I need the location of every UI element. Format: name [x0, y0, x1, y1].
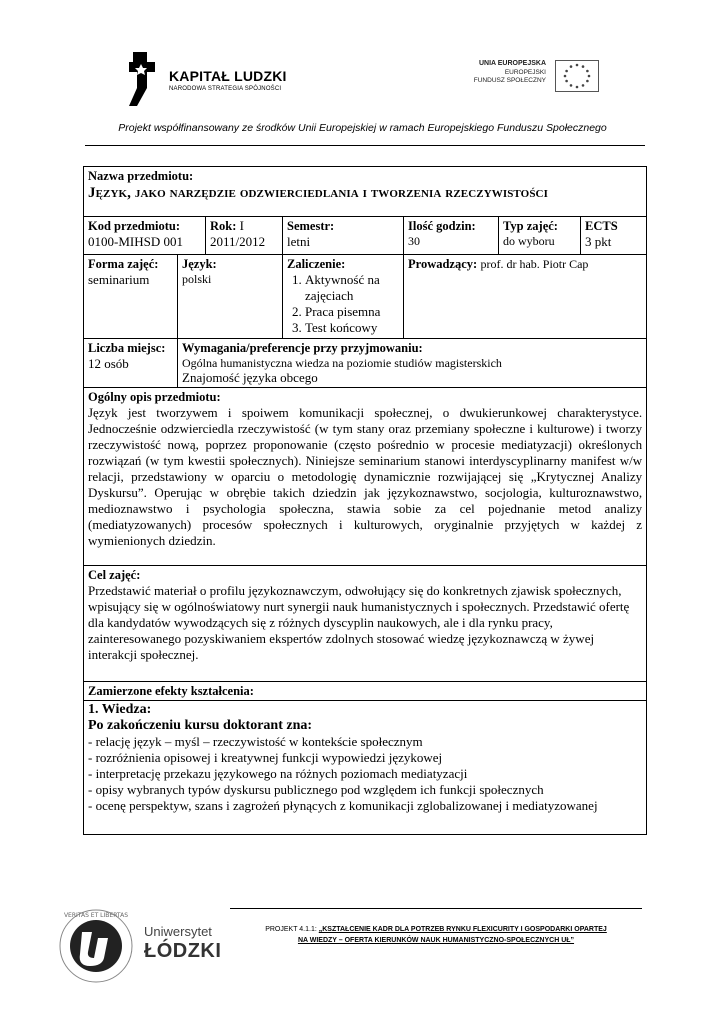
uni-lodz-seal-icon — [58, 908, 134, 984]
course-desc-cell — [84, 388, 647, 566]
knowledge-intro: Po zakończeniu kursu doktorant zna: — [88, 718, 313, 733]
knowledge-item: - opisy wybranych typów dyskursu publicznego pod względem ich funkcji społecznych — [88, 782, 544, 797]
course-name-label: Nazwa przedmiotu: — [88, 169, 194, 183]
course-semester-value: letni — [287, 234, 311, 249]
course-places-cell — [84, 339, 178, 388]
course-hours-value: 30 — [408, 234, 420, 248]
credit-item: 2. Praca pisemna — [305, 304, 399, 320]
course-form-cell — [84, 255, 178, 339]
course-goal-cell — [84, 566, 647, 682]
course-code-label: Kod przedmiotu: — [88, 219, 181, 233]
svg-text:VERITAS ET LIBERTAS: VERITAS ET LIBERTAS — [63, 912, 129, 919]
credit-item: 3. Test końcowy — [305, 320, 399, 336]
course-code-value: 0100-MIHSD 001 — [88, 234, 183, 249]
project-prefix: PROJEKT 4.1.1: — [265, 926, 319, 933]
course-type-label: Typ zajęć: — [503, 219, 558, 233]
course-name-cell — [84, 167, 647, 217]
uni-lodz-logo — [58, 906, 228, 986]
course-name-value: Język, jako narzędzie odzwierciedlania i tworzenia rzeczywistości — [88, 185, 548, 201]
course-semester-cell — [283, 217, 404, 255]
course-lecturer-label: Prowadzący: — [408, 257, 478, 271]
course-form-value: seminarium — [88, 272, 150, 287]
course-goal-label: Cel zajęć: — [88, 568, 141, 582]
course-req-label: Wymagania/preferencje przy przyjmowaniu: — [182, 341, 423, 355]
course-places-value: 12 osób — [88, 356, 129, 371]
knowledge-item: - interpretację przekazu językowego na różnych poziomach mediatyzacji — [88, 766, 468, 781]
course-lang-cell — [178, 255, 283, 339]
course-credit-label: Zaliczenie: — [287, 257, 346, 271]
course-academic-year: 2011/2012 — [210, 234, 266, 249]
cofinance-note: Projekt współfinansowany ze środków Unii Europejskiej w ramach Europejskiego Funduszu Społecznego — [118, 122, 607, 134]
project-note — [230, 924, 642, 946]
kapital-ludzki-emblem-icon — [125, 48, 161, 110]
course-ects-label: ECTS — [585, 219, 618, 233]
eu-logo-text — [452, 60, 546, 86]
course-year-cell — [206, 217, 283, 255]
course-desc-label: Ogólny opis przedmiotu: — [88, 390, 221, 404]
course-ects-cell — [581, 217, 647, 255]
knowledge-item: - relację język – myśl – rzeczywistość w kontekście społecznym — [88, 734, 423, 749]
kapital-ludzki-logo — [125, 48, 295, 110]
course-knowledge-cell — [84, 701, 647, 835]
eu-stars-flag-icon — [555, 60, 599, 92]
knowledge-list — [88, 734, 642, 814]
course-hours-cell — [404, 217, 499, 255]
course-req-line1: Ogólna humanistyczna wiedza na poziomie studiów magisterskich — [182, 356, 502, 370]
course-desc-text: Język jest tworzywem i spoiwem komunikacji społecznej, o dwukierunkowej charakterystyce. Jednocześnie odzwierciedla rzeczywistość (w tym stany oraz przemiany społeczne i kulturowe) i tworzy rzeczywistość nową, poprzez proponowanie (często pośrednio w procesie mediatyzacji) określonych rozwiązań (w tym kwestii społecznych). Niniejsze seminarium stanowi interdyscyplinarny manifest w/w relacji, przedstawiony w oparciu o metodologię dynamicznie rozwijającej się „Krytycznej Analizy Dyskursu”. Operując w obrębie takich dziedzin jak językoznawstwo, socjologia, kulturoznawstwo, medioznawstwo i psychologia społeczna, stawia sobie za cel pojednanie metod analizy (mediatyzowanych) procesów społecznych i kulturowych, oryginalnie przyjętych w każdej z wymienionych dziedzin. — [88, 405, 643, 548]
footer-divider — [230, 908, 642, 909]
knowledge-item: - ocenę perspektyw, szans i zagrożeń płynących z komunikacji zglobalizowanej i mediatyzowanej — [88, 798, 598, 813]
course-type-cell — [499, 217, 581, 255]
course-lecturer-cell — [404, 255, 647, 339]
project-line2: NA WIEDZY – OFERTA KIERUNKÓW NAUK HUMANISTYCZNO-SPOŁECZNYCH UŁ” — [297, 937, 575, 944]
eu-line1: UNIA EUROPEJSKA — [478, 60, 546, 67]
course-req-cell — [178, 339, 647, 388]
course-outcomes-cell — [84, 682, 647, 701]
course-year-value: I — [239, 218, 244, 233]
knowledge-heading: 1. Wiedza: — [88, 702, 152, 717]
course-credit-list — [287, 272, 399, 336]
course-table — [83, 166, 647, 835]
eu-line3: FUNDUSZ SPOŁECZNY — [473, 77, 546, 84]
course-lecturer-value: prof. dr hab. Piotr Cap — [480, 257, 589, 271]
course-ects-value: 3 pkt — [585, 234, 612, 249]
course-outcomes-label: Zamierzone efekty kształcenia: — [88, 684, 254, 698]
project-line1: „KSZTAŁCENIE KADR DLA POTRZEB RYNKU FLEXICURITY I GOSPODARKI OPARTEJ — [318, 926, 607, 933]
course-goal-text: Przedstawić materiał o profilu językoznawczym, odwołujący się do konkretnych zjawisk społecznych, wpisujący się w ogólnoświatowy nurt synergii nauk humanistycznych i społecznych. Przedstawić ofertę dla kandydatów wywodzących się z różnych dyscyplin naukowych, ale i dla rynku pracy, zainteresowanego pozyskiwaniem ekspertów zdolnych stosować wiedzę językoznawczą w żywej interakcji społecznej. — [88, 583, 630, 662]
course-year-label: Rok: — [210, 219, 237, 233]
course-semester-label: Semestr: — [287, 219, 335, 233]
course-lang-value: polski — [182, 272, 212, 286]
course-type-value: do wyboru — [503, 234, 555, 248]
kapital-ludzki-title: KAPITAŁ LUDZKI — [169, 68, 287, 84]
course-hours-label: Ilość godzin: — [408, 219, 476, 233]
header-divider — [85, 145, 645, 146]
knowledge-item: - rozróżnienia opisowej i kreatywnej funkcji wypowiedzi językowej — [88, 750, 443, 765]
uni-line1: Uniwersytet — [144, 924, 212, 939]
course-places-label: Liczba miejsc: — [88, 341, 166, 355]
kapital-ludzki-subtitle: NARODOWA STRATEGIA SPÓJNOŚCI — [169, 86, 282, 92]
uni-line2: ŁÓDZKI — [144, 940, 222, 962]
eu-line2: EUROPEJSKI — [504, 68, 546, 76]
course-req-line2: Znajomość języka obcego — [182, 370, 318, 385]
course-form-label: Forma zajęć: — [88, 257, 159, 271]
course-code-cell — [84, 217, 206, 255]
credit-item: 1. Aktywność na zajęciach — [305, 272, 399, 304]
eu-logo — [452, 58, 602, 102]
course-credit-cell — [283, 255, 404, 339]
course-lang-label: Język: — [182, 257, 217, 271]
